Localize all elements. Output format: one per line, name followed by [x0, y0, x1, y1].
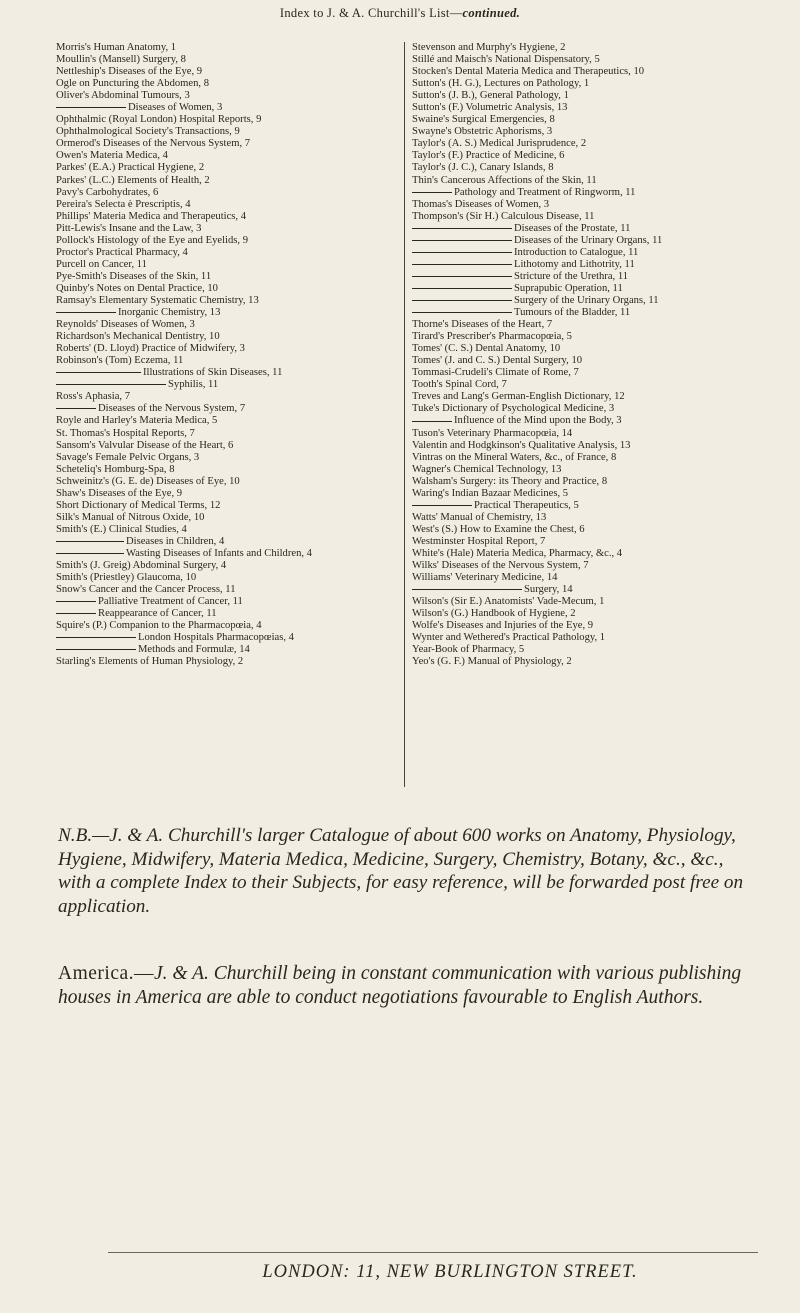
index-entry-text: Ophthalmic (Royal London) Hospital Reports, 9 — [56, 114, 262, 126]
index-entry-text: Purcell on Cancer, 11 — [56, 258, 147, 270]
index-entry — [56, 138, 401, 150]
index-entry-text: Waring's Indian Bazaar Medicines, 5 — [412, 487, 569, 499]
index-entry-text: Roberts' (D. Lloyd) Practice of Midwifery, 3 — [56, 343, 245, 355]
index-entry-text: Sutton's (F.) Volumetric Analysis, 13 — [412, 102, 568, 114]
index-entry — [56, 355, 401, 367]
index-entry-text: London Hospitals Pharmacopœias, 4 — [138, 632, 294, 644]
index-entry — [56, 560, 401, 572]
index-entry — [412, 512, 757, 524]
index-entry — [56, 428, 401, 440]
ditto-dash — [412, 421, 452, 422]
index-entry-text: Tumours of the Bladder, 11 — [514, 307, 631, 319]
index-entry — [56, 476, 401, 488]
index-entry — [412, 187, 757, 199]
index-entry-text: Influence of the Mind upon the Body, 3 — [454, 415, 622, 427]
index-entry-text: Ramsay's Elementary Systematic Chemistry, 13 — [56, 294, 259, 306]
ditto-dash — [412, 240, 512, 241]
index-entry — [56, 319, 401, 331]
index-entry-text: Proctor's Practical Pharmacy, 4 — [56, 246, 188, 258]
index-entry — [412, 223, 757, 235]
index-entry-text: Wolfe's Diseases and Injuries of the Eye, 9 — [412, 620, 594, 632]
index-entry-text: Owen's Materia Medica, 4 — [56, 150, 168, 162]
ditto-dash — [412, 312, 512, 313]
index-entry-text: Yeo's (G. F.) Manual of Physiology, 2 — [412, 656, 572, 668]
index-entry-text: Snow's Cancer and the Cancer Process, 11 — [56, 584, 236, 596]
index-entry — [412, 391, 757, 403]
index-entry-text: Westminster Hospital Report, 7 — [412, 535, 546, 547]
index-entry — [56, 187, 401, 199]
index-entry-text: Tomes' (J. and C. S.) Dental Surgery, 10 — [412, 355, 583, 367]
ditto-dash — [412, 252, 512, 253]
ditto-dash — [412, 264, 512, 265]
index-entry-text: Suprapubic Operation, 11 — [514, 282, 623, 294]
index-entry — [412, 403, 757, 415]
index-entry-text: Diseases of Women, 3 — [128, 102, 223, 114]
index-entry — [412, 331, 757, 343]
index-entry-text: Ormerod's Diseases of the Nervous System, 7 — [56, 138, 251, 150]
index-entry-text: Watts' Manual of Chemistry, 13 — [412, 511, 547, 523]
publisher-address: LONDON: 11, NEW BURLINGTON STREET. — [262, 1262, 638, 1282]
index-entry — [412, 259, 757, 271]
ditto-dash — [412, 276, 512, 277]
index-entry — [412, 295, 757, 307]
index-entry-text: Year-Book of Pharmacy, 5 — [412, 644, 525, 656]
index-entry — [56, 66, 401, 78]
index-entry — [56, 656, 401, 668]
index-entry-text: Starling's Elements of Human Physiology, 2 — [56, 656, 244, 668]
index-entry-text: Surgery of the Urinary Organs, 11 — [514, 294, 659, 306]
index-entry-text: Taylor's (J. C.), Canary Islands, 8 — [412, 162, 554, 174]
index-entry-text: Quinby's Notes on Dental Practice, 10 — [56, 282, 218, 294]
index-entry-text: Oliver's Abdominal Tumours, 3 — [56, 90, 190, 102]
index-entry — [56, 488, 401, 500]
index-entry — [56, 548, 401, 560]
ditto-dash — [412, 192, 452, 193]
index-entry-text: Inorganic Chemistry, 13 — [118, 307, 221, 319]
index-entry-text: Wagner's Chemical Technology, 13 — [412, 463, 562, 475]
index-entry-text: Royle and Harley's Materia Medica, 5 — [56, 415, 218, 427]
index-entry-text: White's (Hale) Materia Medica, Pharmacy, &c., 4 — [412, 547, 623, 559]
index-column-left — [56, 42, 401, 668]
index-entry-text: Williams' Veterinary Medicine, 14 — [412, 572, 558, 584]
index-entry — [412, 656, 757, 668]
index-entry — [56, 90, 401, 102]
index-entry-text: Wasting Diseases of Infants and Children, 4 — [126, 547, 312, 559]
index-entry — [412, 367, 757, 379]
index-entry-text: Pereira's Selecta è Prescriptis, 4 — [56, 198, 191, 210]
index-entry-text: Shaw's Diseases of the Eye, 9 — [56, 487, 183, 499]
index-entry — [56, 415, 401, 427]
index-entry — [56, 608, 401, 620]
index-entry — [56, 524, 401, 536]
index-entry-text: Ross's Aphasia, 7 — [56, 391, 131, 403]
index-entry-text: Pavy's Carbohydrates, 6 — [56, 186, 159, 198]
index-entry-text: Reynolds' Diseases of Women, 3 — [56, 319, 195, 331]
index-entry-text: Palliative Treatment of Cancer, 11 — [98, 596, 243, 608]
index-entry — [412, 560, 757, 572]
index-entry — [412, 596, 757, 608]
index-entry — [56, 259, 401, 271]
index-entry-text: Swayne's Obstetric Aphorisms, 3 — [412, 126, 553, 138]
index-entry — [56, 644, 401, 656]
index-entry — [412, 464, 757, 476]
index-entry — [56, 78, 401, 90]
ditto-dash — [56, 553, 124, 554]
index-entry-text: Ogle on Puncturing the Abdomen, 8 — [56, 78, 210, 90]
index-entry-text: Tomes' (C. S.) Dental Anatomy, 10 — [412, 343, 561, 355]
index-entry — [412, 608, 757, 620]
index-entry-text: Savage's Female Pelvic Organs, 3 — [56, 451, 200, 463]
index-entry — [56, 440, 401, 452]
index-entry — [56, 235, 401, 247]
index-entry — [412, 271, 757, 283]
index-entry — [56, 343, 401, 355]
index-entry — [412, 572, 757, 584]
index-entry — [56, 367, 401, 379]
index-entry-text: Smith's (Priestley) Glaucoma, 10 — [56, 572, 197, 584]
index-entry — [56, 271, 401, 283]
index-entry — [56, 512, 401, 524]
index-entry — [56, 102, 401, 114]
index-entry-text: Schweinitz's (G. E. de) Diseases of Eye, 10 — [56, 475, 240, 487]
index-entry-text: Practical Therapeutics, 5 — [474, 499, 579, 511]
index-entry — [412, 283, 757, 295]
index-entry-text: Surgery, 14 — [524, 584, 573, 596]
index-entry — [412, 114, 757, 126]
index-entry-text: Moullin's (Mansell) Surgery, 8 — [56, 54, 186, 66]
index-entry — [412, 415, 757, 427]
index-entry — [412, 150, 757, 162]
ditto-dash — [56, 613, 96, 614]
index-entry — [412, 319, 757, 331]
index-entry — [56, 536, 401, 548]
index-entry — [412, 54, 757, 66]
index-entry-text: Pitt-Lewis's Insane and the Law, 3 — [56, 222, 202, 234]
index-entry — [56, 126, 401, 138]
index-entry — [412, 440, 757, 452]
header-continued: continued. — [462, 6, 521, 20]
index-entry — [56, 464, 401, 476]
ditto-dash — [412, 505, 472, 506]
index-entry-text: Phillips' Materia Medica and Therapeutics, 4 — [56, 210, 246, 222]
index-entry — [412, 235, 757, 247]
index-entry-text: Tuke's Dictionary of Psychological Medicine, 3 — [412, 403, 615, 415]
index-entry — [56, 379, 401, 391]
index-entry-text: Reappearance of Cancer, 11 — [98, 608, 217, 620]
index-entry — [56, 452, 401, 464]
index-entry — [412, 42, 757, 54]
index-entry-text: Tirard's Prescriber's Pharmacopœia, 5 — [412, 331, 572, 343]
index-entry-text: West's (S.) How to Examine the Chest, 6 — [412, 523, 585, 535]
footer-rule — [108, 1252, 758, 1253]
america-text: J. & A. Churchill being in constant communication with various publishing houses in America are able to conduct negotiations favourable to English Authors. — [58, 963, 742, 1008]
page-header: Index to J. & A. Churchill's List—continued. — [279, 6, 521, 20]
ditto-dash — [412, 288, 512, 289]
index-entry-text: Richardson's Mechanical Dentistry, 10 — [56, 331, 220, 343]
index-entry-text: Valentin and Hodgkinson's Qualitative Analysis, 13 — [412, 439, 631, 451]
ditto-dash — [56, 601, 96, 602]
index-entry — [56, 42, 401, 54]
index-entry — [56, 283, 401, 295]
index-entry — [412, 379, 757, 391]
index-entry — [412, 66, 757, 78]
index-entry — [412, 102, 757, 114]
index-entry — [56, 175, 401, 187]
index-entry — [56, 211, 401, 223]
index-entry — [412, 199, 757, 211]
index-entry-text: Morris's Human Anatomy, 1 — [56, 42, 177, 53]
index-entry-text: Ophthalmological Society's Transactions, 9 — [56, 126, 240, 138]
index-entry-text: Syphilis, 11 — [168, 379, 219, 391]
index-entry — [56, 572, 401, 584]
index-entry — [56, 307, 401, 319]
index-entry — [412, 78, 757, 90]
index-entry — [56, 500, 401, 512]
index-entry — [412, 584, 757, 596]
index-entry-text: Stevenson and Murphy's Hygiene, 2 — [412, 42, 566, 53]
index-entry — [412, 126, 757, 138]
index-entry-text: Illustrations of Skin Diseases, 11 — [143, 367, 283, 379]
column-divider — [404, 42, 405, 787]
index-entry-text: Stocken's Dental Materia Medica and Therapeutics, 10 — [412, 66, 645, 78]
index-entry — [56, 223, 401, 235]
index-entry-text: Tuson's Veterinary Pharmacopœia, 14 — [412, 427, 573, 439]
index-entry-text: Tooth's Spinal Cord, 7 — [412, 379, 507, 391]
index-entry — [412, 211, 757, 223]
index-entry — [56, 247, 401, 259]
index-entry-text: Squire's (P.) Companion to the Pharmacopœia, 4 — [56, 620, 262, 632]
index-entry — [56, 632, 401, 644]
index-entry-text: Thomas's Diseases of Women, 3 — [412, 198, 550, 210]
ditto-dash — [56, 541, 124, 542]
index-entry-text: Taylor's (A. S.) Medical Jurisprudence, 2 — [412, 138, 587, 150]
index-entry-text: Swaine's Surgical Emergencies, 8 — [412, 114, 555, 126]
index-entry — [412, 524, 757, 536]
index-entry — [412, 620, 757, 632]
america-lead: America.— — [58, 963, 155, 984]
index-entry-text: Introduction to Catalogue, 11 — [514, 246, 639, 258]
index-entry-text: Thin's Cancerous Affections of the Skin, 11 — [412, 174, 597, 186]
index-entry — [56, 403, 401, 415]
index-entry-text: Parkes' (E.A.) Practical Hygiene, 2 — [56, 162, 205, 174]
ditto-dash — [412, 228, 512, 229]
index-entry-text: Stillé and Maisch's National Dispensatory, 5 — [412, 54, 600, 66]
index-entry-text: Parkes' (L.C.) Elements of Health, 2 — [56, 174, 210, 186]
index-entry — [412, 644, 757, 656]
index-entry-text: Smith's (E.) Clinical Studies, 4 — [56, 523, 187, 535]
index-entry-text: Pollock's Histology of the Eye and Eyelids, 9 — [56, 234, 248, 246]
index-entry — [56, 150, 401, 162]
index-entry — [56, 596, 401, 608]
ditto-dash — [56, 637, 136, 638]
index-entry-text: Silk's Manual of Nitrous Oxide, 10 — [56, 511, 205, 523]
index-entry-text: Walsham's Surgery: its Theory and Practice, 8 — [412, 475, 608, 487]
index-entry-text: Pye-Smith's Diseases of the Skin, 11 — [56, 270, 212, 282]
index-entry-text: Sutton's (H. G.), Lectures on Pathology, 1 — [412, 78, 590, 90]
index-entry-text: Robinson's (Tom) Eczema, 11 — [56, 355, 184, 367]
index-entry-text: Lithotomy and Lithotrity, 11 — [514, 258, 635, 270]
index-entry — [412, 452, 757, 464]
index-entry-text: Methods and Formulæ, 14 — [138, 644, 250, 656]
index-entry-text: Diseases in Children, 4 — [126, 535, 225, 547]
index-entry-text: Smith's (J. Greig) Abdominal Surgery, 4 — [56, 560, 227, 572]
index-entry — [56, 199, 401, 211]
index-entry — [56, 331, 401, 343]
index-entry-text: Stricture of the Urethra, 11 — [514, 270, 629, 282]
ditto-dash — [56, 649, 136, 650]
index-entry — [56, 54, 401, 66]
ditto-dash — [412, 589, 522, 590]
index-entry — [412, 500, 757, 512]
index-entry — [412, 247, 757, 259]
index-entry — [412, 343, 757, 355]
index-entry — [412, 90, 757, 102]
ditto-dash — [56, 384, 166, 385]
index-entry-text: Diseases of the Nervous System, 7 — [98, 403, 246, 415]
index-entry — [412, 428, 757, 440]
index-entry-text: St. Thomas's Hospital Reports, 7 — [56, 427, 195, 439]
america-notice — [58, 962, 753, 1009]
ditto-dash — [412, 300, 512, 301]
index-entry — [412, 632, 757, 644]
index-entry-text: Wilson's (G.) Handbook of Hygiene, 2 — [412, 608, 576, 620]
index-entry — [412, 488, 757, 500]
index-entry-text: Treves and Lang's German-English Dictionary, 12 — [412, 391, 625, 403]
index-entry — [412, 548, 757, 560]
index-entry-text: Vintras on the Mineral Waters, &c., of France, 8 — [412, 451, 617, 463]
index-entry-text: Thompson's (Sir H.) Calculous Disease, 11 — [412, 210, 595, 222]
index-entry-text: Pathology and Treatment of Ringworm, 11 — [454, 186, 636, 198]
nb-note: N.B.—J. & A. Churchill's larger Catalogue of about 600 works on Anatomy, Physiology, Hygiene, Midwifery, Materia Medica, Medicine, Surgery, Chemistry, Botany, &c., &c., with a complete Index to their Subjects, for easy reference, will be forwarded post free on application. — [58, 825, 744, 917]
index-entry-text: Wilson's (Sir E.) Anatomists' Vade-Mecum, 1 — [412, 596, 605, 608]
index-entry-text: Thorne's Diseases of the Heart, 7 — [412, 319, 553, 331]
index-entry — [56, 162, 401, 174]
index-entry-text: Tommasi-Crudeli's Climate of Rome, 7 — [412, 367, 579, 379]
index-entry-text: Taylor's (F.) Practice of Medicine, 6 — [412, 150, 565, 162]
index-entry — [412, 355, 757, 367]
header-title: Index to J. & A. Churchill's List — [279, 6, 450, 20]
index-column-right — [412, 42, 757, 668]
ditto-dash — [56, 107, 126, 108]
index-entry — [412, 307, 757, 319]
index-entry — [56, 620, 401, 632]
index-entry — [412, 536, 757, 548]
index-entry — [412, 162, 757, 174]
index-entry — [56, 391, 401, 403]
index-entry — [56, 295, 401, 307]
index-entry-text: Scheteliq's Homburg-Spa, 8 — [56, 463, 175, 475]
index-entry-text: Sansom's Valvular Disease of the Heart, 6 — [56, 439, 234, 451]
index-entry — [56, 584, 401, 596]
ditto-dash — [56, 312, 116, 313]
index-entry-text: Diseases of the Prostate, 11 — [514, 222, 631, 234]
index-entry-text: Sutton's (J. B.), General Pathology, 1 — [412, 90, 569, 102]
ditto-dash — [56, 408, 96, 409]
index-entry — [412, 175, 757, 187]
index-entry-text: Short Dictionary of Medical Terms, 12 — [56, 499, 221, 511]
ditto-dash — [56, 372, 141, 373]
index-entry-text: Wynter and Wethered's Practical Pathology, 1 — [412, 632, 606, 644]
index-entry-text: Diseases of the Urinary Organs, 11 — [514, 234, 663, 246]
index-entry — [412, 476, 757, 488]
index-entry-text: Wilks' Diseases of the Nervous System, 7 — [412, 560, 589, 572]
index-entry — [56, 114, 401, 126]
index-entry — [412, 138, 757, 150]
index-entry-text: Nettleship's Diseases of the Eye, 9 — [56, 66, 203, 78]
